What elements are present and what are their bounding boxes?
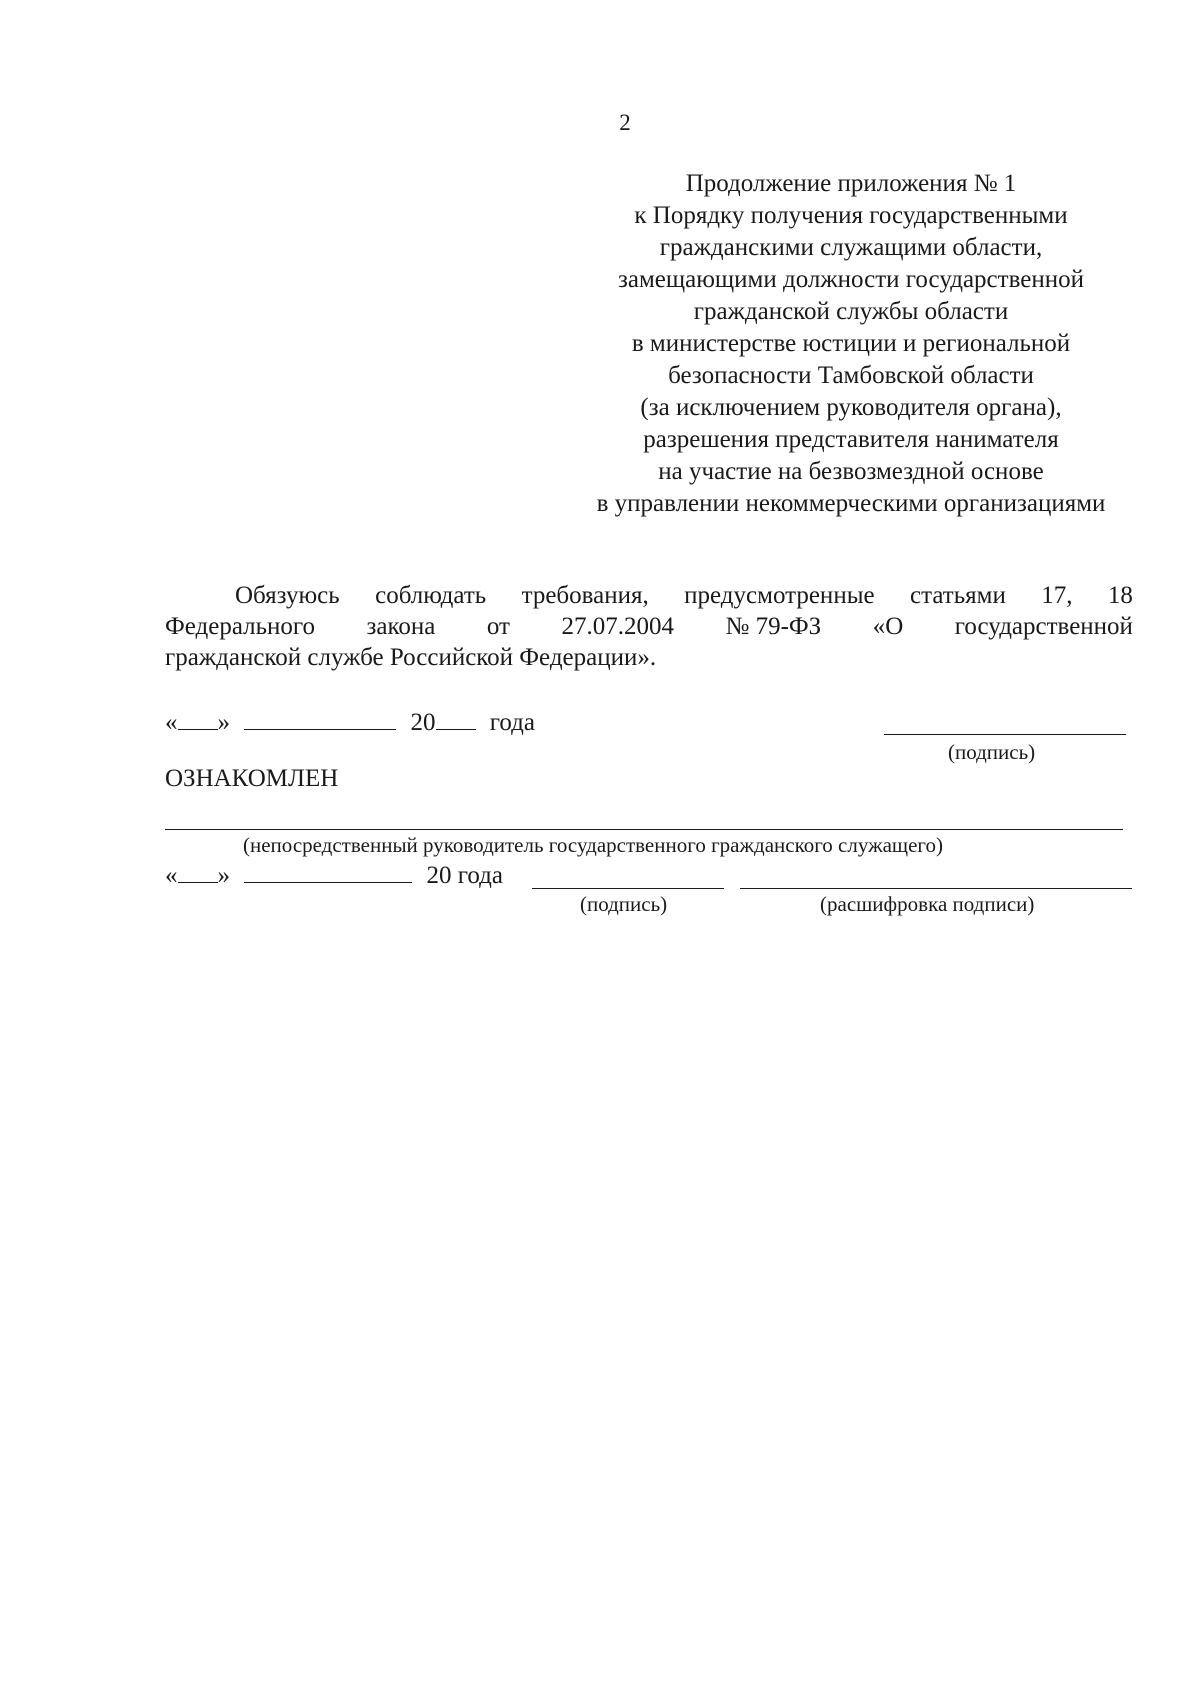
year-prefix: 20 bbox=[410, 709, 436, 736]
heading-line: гражданской службы области bbox=[693, 298, 1009, 325]
heading-line: гражданскими служащими области, bbox=[659, 234, 1043, 261]
signature-caption-2: (подпись) bbox=[580, 892, 668, 916]
heading-line: замещающими должности государственной bbox=[618, 266, 1084, 293]
year-suffix: года bbox=[489, 709, 535, 736]
heading-line: разрешения представителя нанимателя bbox=[643, 426, 1059, 453]
signature-caption-1: (подпись) bbox=[948, 740, 1036, 764]
page-number: 2 bbox=[619, 110, 631, 135]
heading-line: Продолжение приложения № 1 bbox=[685, 170, 1017, 197]
heading-line: (за исключением руководителя органа), bbox=[640, 394, 1062, 421]
manager-caption: (непосредственный руководитель государственного гражданского служащего) bbox=[243, 833, 943, 857]
heading-line: на участие на безвозмездной основе bbox=[658, 458, 1044, 485]
heading-line: в управлении некоммерческими организациями bbox=[596, 490, 1106, 517]
appendix-heading bbox=[556, 168, 1146, 520]
obligation-paragraph bbox=[165, 580, 1133, 673]
decryption-line bbox=[740, 864, 1132, 889]
paragraph-word: предусмотренные bbox=[684, 582, 875, 609]
paragraph-line-1 bbox=[165, 580, 1133, 611]
paragraph-word: № 79-ФЗ bbox=[725, 613, 822, 640]
heading-line: к Порядку получения государственными bbox=[634, 202, 1068, 229]
paragraph-line-3: гражданской службе Российской Федерации». bbox=[165, 644, 657, 671]
acknowledged-label: ОЗНАКОМЛЕН bbox=[165, 765, 339, 792]
heading-line: в министерстве юстиции и региональной bbox=[631, 330, 1071, 357]
paragraph-word: 27.07.2004 bbox=[561, 613, 674, 640]
close-quote: » bbox=[217, 862, 230, 889]
day-blank-line bbox=[178, 707, 218, 730]
paragraph-word: Федерального bbox=[165, 613, 316, 640]
year-text: 20 года bbox=[426, 862, 503, 889]
paragraph-word: «О bbox=[872, 613, 904, 640]
paragraph-line-2 bbox=[165, 611, 1133, 642]
paragraph-word: от bbox=[486, 613, 510, 640]
open-quote: « bbox=[165, 709, 178, 736]
paragraph-word: Обязуюсь bbox=[235, 582, 340, 609]
heading-line: безопасности Тамбовской области bbox=[668, 362, 1034, 389]
paragraph-word: статьями bbox=[910, 582, 1006, 609]
paragraph-word: требования, bbox=[521, 582, 649, 609]
day-blank-line bbox=[178, 860, 218, 883]
paragraph-word: государственной bbox=[954, 613, 1133, 640]
month-blank-line bbox=[244, 860, 412, 883]
signature-line-2 bbox=[532, 864, 724, 889]
open-quote: « bbox=[165, 862, 178, 889]
paragraph-word: закона bbox=[366, 613, 436, 640]
signature-line-1 bbox=[884, 710, 1126, 735]
paragraph-word: соблюдать bbox=[375, 582, 487, 609]
month-blank-line bbox=[244, 707, 396, 730]
decryption-caption: (расшифровка подписи) bbox=[820, 892, 1035, 916]
paragraph-word: 17, bbox=[1041, 582, 1073, 609]
year-blank-line bbox=[436, 707, 476, 730]
date-row-1 bbox=[165, 707, 535, 737]
close-quote: » bbox=[217, 709, 230, 736]
manager-line bbox=[165, 805, 1123, 830]
date-row-2 bbox=[165, 860, 503, 890]
paragraph-word: 18 bbox=[1107, 582, 1133, 609]
